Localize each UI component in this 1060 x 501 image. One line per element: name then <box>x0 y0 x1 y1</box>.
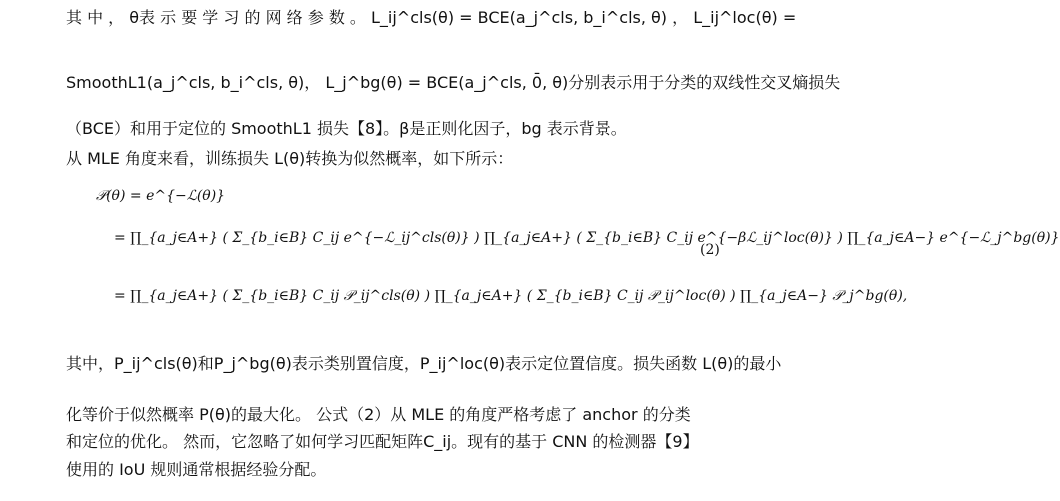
paragraph-1-line-3: （BCE）和用于定位的 SmoothL1 损失【8】。β是正则化因子，bg 表示背景。 <box>66 119 627 138</box>
equation-row-2: = ∏_{a_j∈A+} ( Σ_{b_i∈B} C_ij e^{−ℒ_ij^cls(θ)} ) ∏_{a_j∈A+} ( Σ_{b_i∈B} C_ij e^{−βℒ_ij^loc(θ)} ) ∏_{a_j∈A−} e^{−ℒ_j^bg(θ)} <box>114 230 1060 246</box>
paragraph-3-line-3: 和定位的优化。 然而，它忽略了如何学习匹配矩阵C_ij。现有的基于 CNN 的检测器【9】 <box>66 432 699 451</box>
paragraph-3-line-2: 化等价于似然概率 P(θ)的最大化。 公式（2）从 MLE 的角度严格考虑了 anchor 的分类 <box>66 405 691 424</box>
equation-2 <box>96 182 1060 332</box>
paragraph-1-line-2: SmoothL1(a_j^cls, b_i^cls, θ)， L_j^bg(θ) = BCE(a_j^cls, 0̄, θ)分别表示用于分类的双线性交叉熵损失 <box>66 73 841 92</box>
equation-row-3: = ∏_{a_j∈A+} ( Σ_{b_i∈B} C_ij 𝒫_ij^cls(θ) ) ∏_{a_j∈A+} ( Σ_{b_i∈B} C_ij 𝒫_ij^loc(θ) ) ∏_{a_j∈A−} 𝒫_j^bg(θ), <box>114 288 908 304</box>
equation-row-1: 𝒫(θ) = e^{−ℒ(θ)} <box>96 188 226 204</box>
paragraph-3-line-1: 其中，P_ij^cls(θ)和P_j^bg(θ)表示类别置信度，P_ij^loc(θ)表示定位置信度。损失函数 L(θ)的最小 <box>66 354 782 373</box>
paragraph-2-line-1: 从 MLE 角度来看，训练损失 L(θ)转换为似然概率，如下所示： <box>66 149 514 168</box>
equation-number: (2) <box>700 242 720 258</box>
paragraph-1-line-1: 其 中 ， θ表 示 要 学 习 的 网 络 参 数 。 L_ij^cls(θ) = BCE(a_j^cls, b_i^cls, θ) ， L_ij^loc(θ) = <box>66 8 797 27</box>
paragraph-3-line-4: 使用的 IoU 规则通常根据经验分配。 <box>66 460 327 479</box>
